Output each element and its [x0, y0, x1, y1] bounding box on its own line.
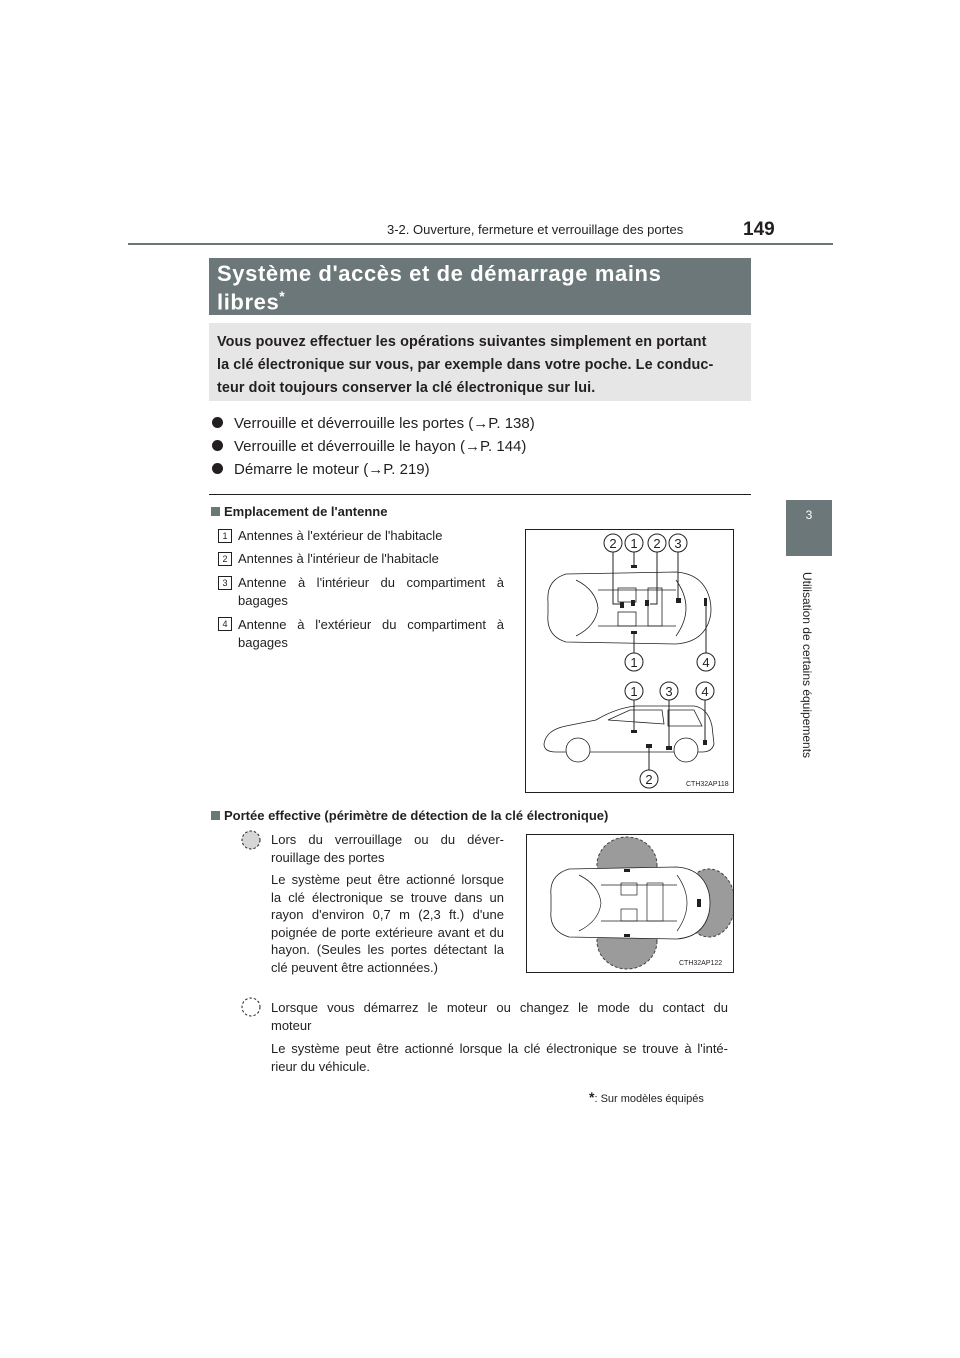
intro-box	[209, 323, 751, 401]
section-divider	[209, 494, 751, 495]
footnote: *: Sur modèles équipés	[589, 1089, 704, 1105]
antenna-heading: Emplacement de l'antenne	[211, 504, 387, 519]
callout-label: 3	[665, 684, 673, 699]
section-title-line2: libres*	[217, 288, 286, 315]
dashed-circle-icon	[239, 829, 263, 851]
square-bullet-icon	[211, 507, 220, 516]
range-item-2-desc-cont: rieur du véhicule.	[271, 1059, 370, 1074]
bullet-dot-icon	[212, 463, 223, 474]
callout-label: 3	[674, 536, 682, 551]
asterisk-mark: *	[279, 288, 286, 304]
antenna-item-4-cont: bagages	[238, 635, 288, 650]
section-title-line1: Système d'accès et de démarrage mains	[217, 261, 662, 286]
header-rule	[128, 243, 833, 245]
range-item-2-title: Lorsque vous démarrez le moteur ou changez le mode du contact du	[271, 1000, 728, 1015]
figure-code: CTH32AP122	[679, 960, 723, 967]
figure-code: CTH32AP118	[686, 781, 729, 788]
callout-label: 4	[702, 655, 710, 670]
car-side-view	[544, 706, 714, 762]
antenna-item-3: Antenne à l'intérieur du compartiment à	[238, 575, 504, 590]
range-heading: Portée effective (périmètre de détection de la clé électronique)	[211, 808, 608, 823]
callout-number: 4	[218, 617, 232, 631]
intro-line: la clé électronique sur vous, par exemple dans votre poche. Le conduc-	[217, 357, 714, 373]
section-title	[209, 258, 751, 315]
chapter-tab-label: Utilisation de certains équipements	[800, 571, 814, 759]
callout-label: 2	[645, 772, 653, 787]
antenna-item-1: Antennes à l'extérieur de l'habitacle	[238, 528, 443, 543]
square-bullet-icon	[211, 811, 220, 820]
callout-number: 2	[218, 552, 232, 566]
antenna-diagram	[526, 530, 733, 792]
antenna-item-4: Antenne à l'extérieur du compartiment à	[238, 617, 504, 632]
intro-line: teur doit toujours conserver la clé électronique sur lui.	[217, 380, 596, 396]
bullet-dot-icon	[212, 440, 223, 451]
page-number: 149	[743, 219, 775, 240]
range-item-1-title-cont: rouillage des portes	[271, 850, 385, 865]
asterisk-mark: *	[589, 1089, 595, 1105]
bullet-item: Démarre le moteur (→P. 219)	[212, 461, 430, 478]
callout-label: 1	[630, 655, 638, 670]
callout-number: 1	[218, 529, 232, 543]
bullet-item: Verrouille et déverrouille le hayon (→P. 144)	[212, 438, 526, 455]
range-diagram	[527, 835, 733, 972]
range-item-2-desc: Le système peut être actionné lorsque la clé électronique se trouve à l'inté-	[271, 1041, 728, 1056]
chapter-tab	[786, 500, 832, 556]
chapter-header: 3-2. Ouverture, fermeture et verrouillage des portes	[387, 222, 684, 237]
range-item-2-title-cont: moteur	[271, 1018, 312, 1033]
callout-label: 4	[701, 684, 709, 699]
dashed-circle-icon	[239, 996, 263, 1018]
range-item-1-desc: Le système peut être actionné lorsque la clé électronique se trouve dans un rayon d'environ 0,7 m (2,3 ft.) d'une poignée de porte extérieure avant et du hayon. (Seules les portes détectant la clé peuvent être actionnées.)	[271, 872, 504, 975]
range-item-1-title: Lors du verrouillage ou du déver-	[271, 832, 504, 847]
callout-label: 2	[609, 536, 617, 551]
antenna-item-3-cont: bagages	[238, 593, 288, 608]
callout-label: 1	[630, 536, 638, 551]
detection-range-figure	[526, 834, 734, 973]
antenna-location-figure	[525, 529, 734, 793]
intro-line: Vous pouvez effectuer les opérations suivantes simplement en portant	[217, 334, 707, 350]
bullet-dot-icon	[212, 417, 223, 428]
callout-label: 2	[653, 536, 661, 551]
bullet-item: Verrouille et déverrouille les portes (→P. 138)	[212, 415, 535, 432]
callout-label: 1	[630, 684, 638, 699]
antenna-item-2: Antennes à l'intérieur de l'habitacle	[238, 551, 439, 566]
car-top-view	[548, 572, 711, 644]
callout-number: 3	[218, 576, 232, 590]
chapter-tab-number: 3	[805, 508, 813, 522]
